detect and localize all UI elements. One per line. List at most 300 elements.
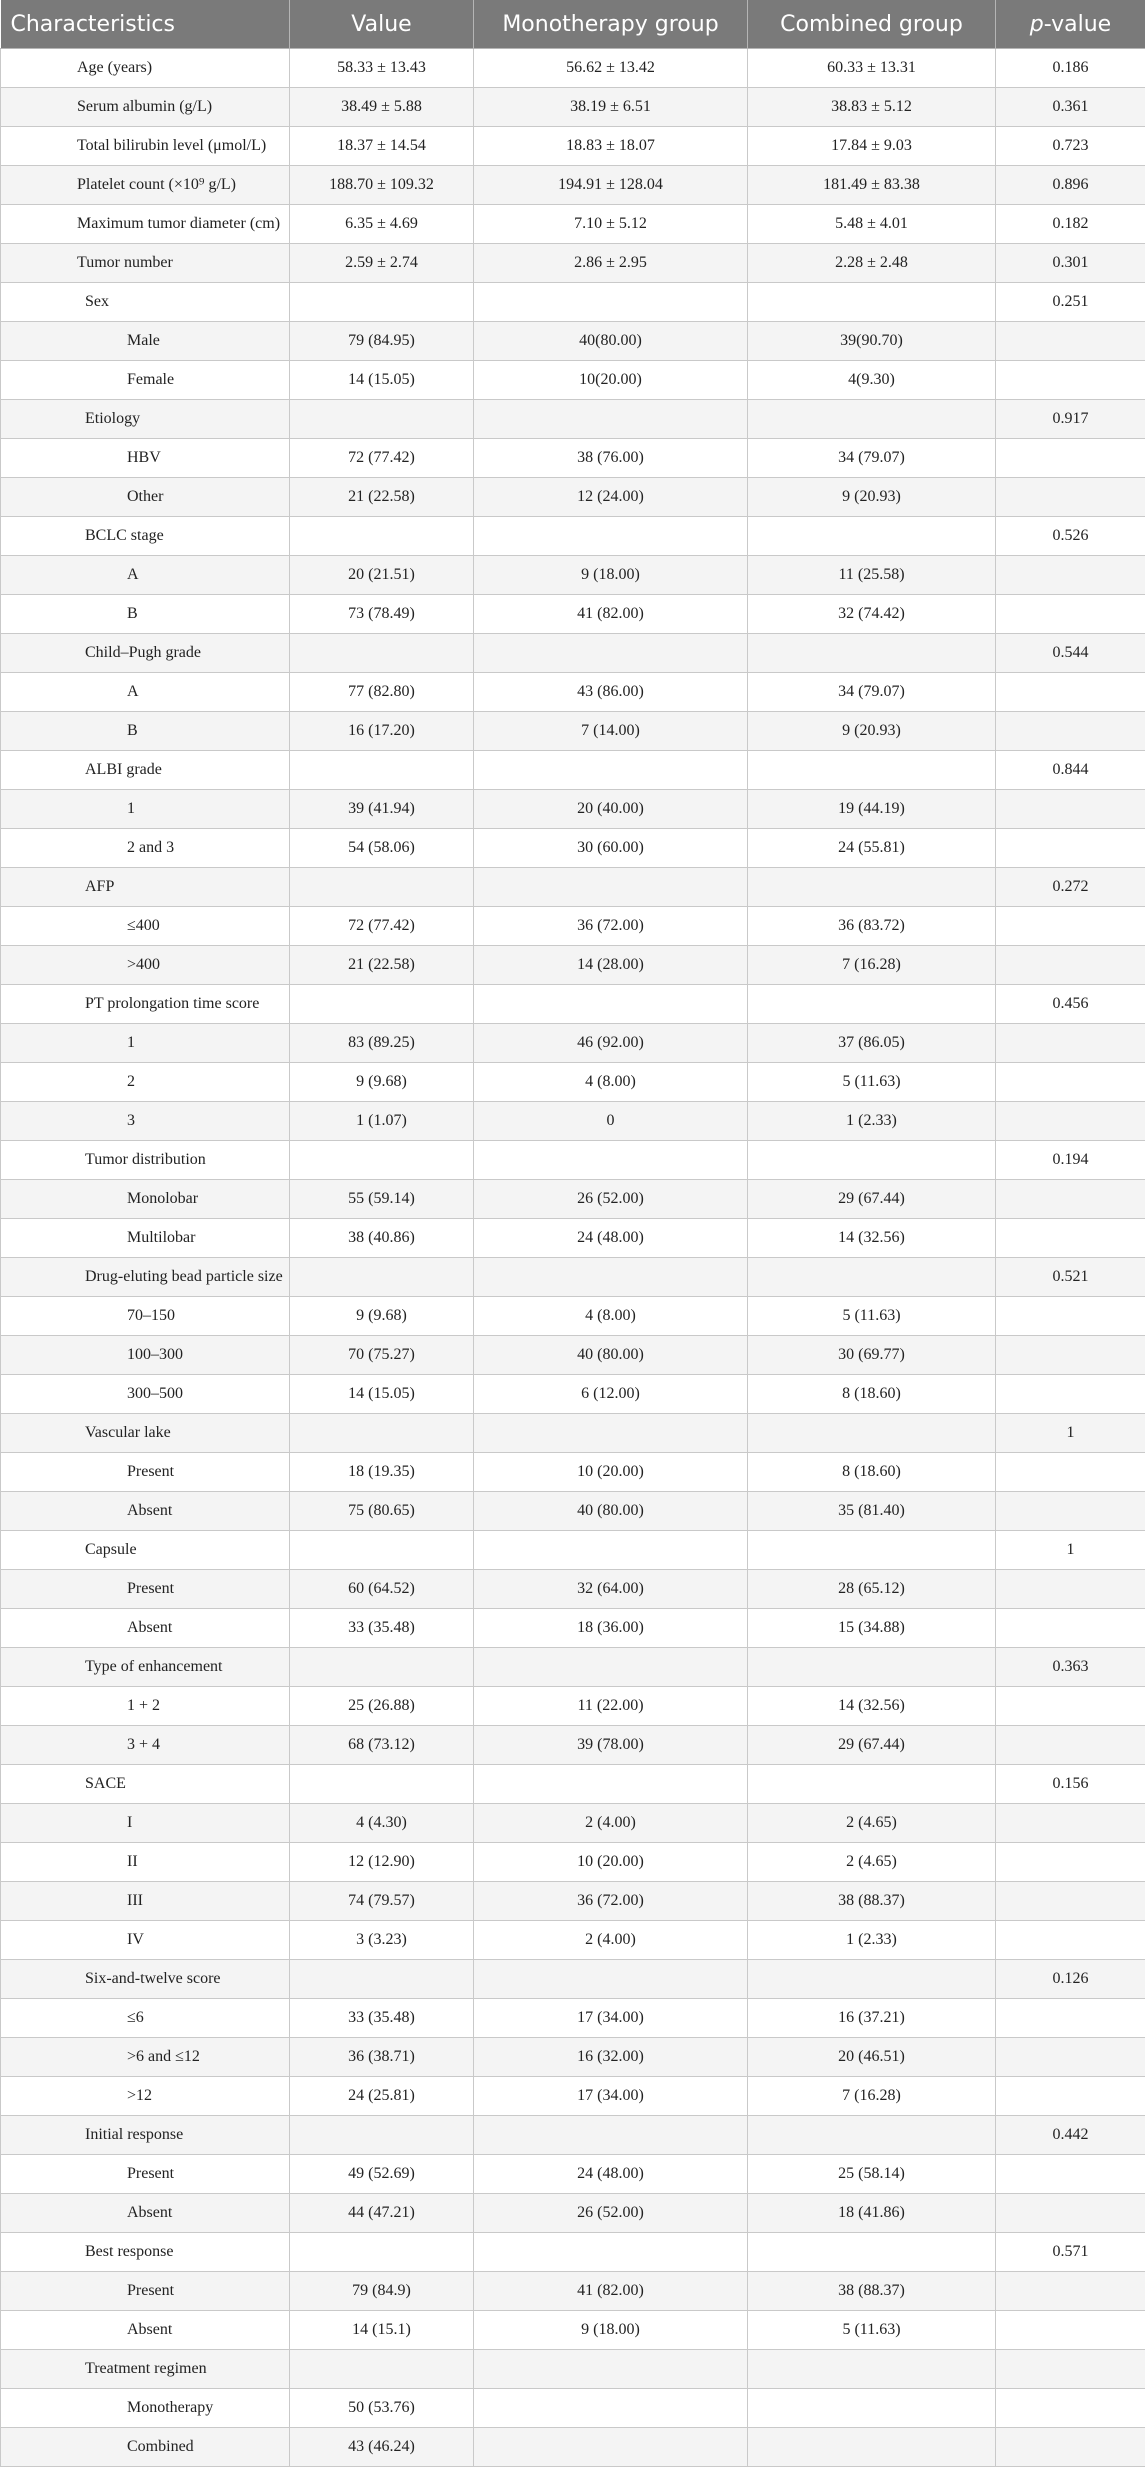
characteristic-cell: Multilobar [1, 1219, 290, 1258]
monotherapy-cell: 40 (80.00) [474, 1492, 748, 1531]
table-row [1, 2077, 1145, 2116]
p-value-cell [996, 2311, 1145, 2350]
monotherapy-cell: 10(20.00) [474, 361, 748, 400]
monotherapy-cell [474, 868, 748, 907]
p-value-cell [996, 556, 1145, 595]
combined-cell: 1 (2.33) [748, 1921, 996, 1960]
monotherapy-cell: 24 (48.00) [474, 1219, 748, 1258]
monotherapy-cell [474, 2233, 748, 2272]
p-value-cell [996, 790, 1145, 829]
table-row [1, 283, 1145, 322]
combined-cell: 7 (16.28) [748, 946, 996, 985]
p-value-cell [996, 1726, 1145, 1765]
table-row [1, 1648, 1145, 1687]
characteristic-cell: Absent [1, 1492, 290, 1531]
table-row [1, 829, 1145, 868]
combined-cell: 30 (69.77) [748, 1336, 996, 1375]
value-cell: 39 (41.94) [290, 790, 474, 829]
table-row [1, 2194, 1145, 2233]
monotherapy-cell: 6 (12.00) [474, 1375, 748, 1414]
value-cell: 70 (75.27) [290, 1336, 474, 1375]
characteristic-cell: Type of enhancement [1, 1648, 290, 1687]
characteristic-cell: Treatment regimen [1, 2350, 290, 2389]
monotherapy-cell: 17 (34.00) [474, 1999, 748, 2038]
monotherapy-cell: 30 (60.00) [474, 829, 748, 868]
table-row [1, 1219, 1145, 1258]
monotherapy-cell: 24 (48.00) [474, 2155, 748, 2194]
p-value-cell: 0.442 [996, 2116, 1145, 2155]
table-row [1, 2272, 1145, 2311]
combined-cell [748, 2233, 996, 2272]
characteristic-cell: Serum albumin (g/L) [1, 88, 290, 127]
combined-cell: 19 (44.19) [748, 790, 996, 829]
characteristic-cell: Other [1, 478, 290, 517]
monotherapy-cell: 9 (18.00) [474, 2311, 748, 2350]
value-cell: 79 (84.9) [290, 2272, 474, 2311]
combined-cell [748, 1960, 996, 1999]
characteristic-cell: B [1, 595, 290, 634]
p-value-cell: 0.156 [996, 1765, 1145, 1804]
table-row [1, 49, 1145, 88]
p-value-cell [996, 2038, 1145, 2077]
characteristic-cell: Best response [1, 2233, 290, 2272]
value-cell: 14 (15.05) [290, 1375, 474, 1414]
combined-cell: 20 (46.51) [748, 2038, 996, 2077]
characteristic-cell: Female [1, 361, 290, 400]
monotherapy-cell [474, 1648, 748, 1687]
p-value-cell: 0.917 [996, 400, 1145, 439]
value-cell: 60 (64.52) [290, 1570, 474, 1609]
table-row [1, 1414, 1145, 1453]
monotherapy-cell: 38.19 ± 6.51 [474, 88, 748, 127]
p-value-cell [996, 1180, 1145, 1219]
characteristic-cell: 3 + 4 [1, 1726, 290, 1765]
value-cell: 44 (47.21) [290, 2194, 474, 2233]
p-value-cell [996, 1063, 1145, 1102]
characteristic-cell: Total bilirubin level (μmol/L) [1, 127, 290, 166]
characteristic-cell: Present [1, 2272, 290, 2311]
p-value-cell [996, 1843, 1145, 1882]
p-value-cell [996, 2194, 1145, 2233]
characteristic-cell: Tumor number [1, 244, 290, 283]
characteristic-cell: >400 [1, 946, 290, 985]
monotherapy-cell: 26 (52.00) [474, 1180, 748, 1219]
p-value-cell: 0.272 [996, 868, 1145, 907]
table-row [1, 2038, 1145, 2077]
table-row [1, 1258, 1145, 1297]
p-value-cell: 0.521 [996, 1258, 1145, 1297]
value-cell: 18.37 ± 14.54 [290, 127, 474, 166]
monotherapy-cell: 41 (82.00) [474, 595, 748, 634]
value-cell: 38 (40.86) [290, 1219, 474, 1258]
table-row [1, 88, 1145, 127]
characteristic-cell: Present [1, 2155, 290, 2194]
value-cell [290, 751, 474, 790]
characteristic-cell: Six-and-twelve score [1, 1960, 290, 1999]
table-row [1, 127, 1145, 166]
table-row [1, 2389, 1145, 2428]
value-cell: 6.35 ± 4.69 [290, 205, 474, 244]
combined-cell [748, 1648, 996, 1687]
monotherapy-cell: 40 (80.00) [474, 1336, 748, 1375]
characteristic-cell: Absent [1, 2194, 290, 2233]
combined-cell [748, 1141, 996, 1180]
monotherapy-cell [474, 283, 748, 322]
p-value-cell [996, 2389, 1145, 2428]
table-row [1, 1882, 1145, 1921]
table-row [1, 556, 1145, 595]
p-value-cell [996, 2428, 1145, 2467]
monotherapy-cell [474, 2389, 748, 2428]
table-row [1, 2116, 1145, 2155]
characteristic-cell: A [1, 556, 290, 595]
combined-cell: 32 (74.42) [748, 595, 996, 634]
p-value-cell [996, 1687, 1145, 1726]
characteristic-cell: Present [1, 1570, 290, 1609]
p-value-cell [996, 1102, 1145, 1141]
combined-cell: 28 (65.12) [748, 1570, 996, 1609]
combined-cell [748, 634, 996, 673]
monotherapy-cell: 32 (64.00) [474, 1570, 748, 1609]
p-value-cell: 0.363 [996, 1648, 1145, 1687]
table-row [1, 751, 1145, 790]
monotherapy-cell: 18 (36.00) [474, 1609, 748, 1648]
table-row [1, 946, 1145, 985]
value-cell [290, 517, 474, 556]
p-value-cell [996, 2350, 1145, 2389]
monotherapy-cell: 11 (22.00) [474, 1687, 748, 1726]
combined-cell: 7 (16.28) [748, 2077, 996, 2116]
monotherapy-cell: 41 (82.00) [474, 2272, 748, 2311]
monotherapy-cell: 4 (8.00) [474, 1063, 748, 1102]
characteristic-cell: Absent [1, 1609, 290, 1648]
p-value-cell: 0.544 [996, 634, 1145, 673]
p-value-cell [996, 946, 1145, 985]
table-row [1, 1570, 1145, 1609]
value-cell: 21 (22.58) [290, 946, 474, 985]
p-value-cell: 0.526 [996, 517, 1145, 556]
value-cell [290, 868, 474, 907]
monotherapy-cell [474, 1765, 748, 1804]
characteristic-cell: II [1, 1843, 290, 1882]
value-cell: 73 (78.49) [290, 595, 474, 634]
p-value-cell [996, 1570, 1145, 1609]
table-row [1, 1609, 1145, 1648]
p-value-cell [996, 1882, 1145, 1921]
monotherapy-cell [474, 517, 748, 556]
table-row [1, 1999, 1145, 2038]
value-cell [290, 2233, 474, 2272]
combined-cell: 34 (79.07) [748, 673, 996, 712]
monotherapy-cell: 40(80.00) [474, 322, 748, 361]
value-cell: 9 (9.68) [290, 1297, 474, 1336]
table-row [1, 1336, 1145, 1375]
value-cell: 74 (79.57) [290, 1882, 474, 1921]
header-value: Value [290, 0, 474, 49]
monotherapy-cell: 4 (8.00) [474, 1297, 748, 1336]
combined-cell: 60.33 ± 13.31 [748, 49, 996, 88]
p-value-cell [996, 1492, 1145, 1531]
p-value-cell [996, 2272, 1145, 2311]
p-value-cell: 0.571 [996, 2233, 1145, 2272]
characteristic-cell: 1 [1, 790, 290, 829]
table-row [1, 517, 1145, 556]
value-cell: 1 (1.07) [290, 1102, 474, 1141]
monotherapy-cell [474, 1258, 748, 1297]
combined-cell: 38 (88.37) [748, 2272, 996, 2311]
monotherapy-cell: 36 (72.00) [474, 1882, 748, 1921]
combined-cell: 35 (81.40) [748, 1492, 996, 1531]
combined-cell: 36 (83.72) [748, 907, 996, 946]
value-cell: 12 (12.90) [290, 1843, 474, 1882]
value-cell [290, 400, 474, 439]
p-value-cell [996, 1921, 1145, 1960]
p-value-cell [996, 361, 1145, 400]
p-value-cell [996, 673, 1145, 712]
combined-cell: 4(9.30) [748, 361, 996, 400]
value-cell: 33 (35.48) [290, 1609, 474, 1648]
value-cell: 16 (17.20) [290, 712, 474, 751]
monotherapy-cell: 20 (40.00) [474, 790, 748, 829]
table-row [1, 361, 1145, 400]
table-row [1, 400, 1145, 439]
characteristic-cell: 2 [1, 1063, 290, 1102]
combined-cell [748, 868, 996, 907]
value-cell: 72 (77.42) [290, 439, 474, 478]
table-row [1, 1453, 1145, 1492]
monotherapy-cell: 7 (14.00) [474, 712, 748, 751]
table-row [1, 1531, 1145, 1570]
table-row [1, 2428, 1145, 2467]
p-value-cell: 1 [996, 1531, 1145, 1570]
value-cell: 43 (46.24) [290, 2428, 474, 2467]
value-cell: 3 (3.23) [290, 1921, 474, 1960]
combined-cell: 38 (88.37) [748, 1882, 996, 1921]
p-value-cell: 0.896 [996, 166, 1145, 205]
table-row [1, 1375, 1145, 1414]
monotherapy-cell: 26 (52.00) [474, 2194, 748, 2233]
monotherapy-cell: 36 (72.00) [474, 907, 748, 946]
p-value-cell: 0.251 [996, 283, 1145, 322]
characteristic-cell: Absent [1, 2311, 290, 2350]
combined-cell: 29 (67.44) [748, 1726, 996, 1765]
characteristic-cell: Monotherapy [1, 2389, 290, 2428]
value-cell [290, 634, 474, 673]
monotherapy-cell: 9 (18.00) [474, 556, 748, 595]
characteristic-cell: AFP [1, 868, 290, 907]
table-row [1, 1960, 1145, 1999]
table-row [1, 595, 1145, 634]
p-value-cell [996, 1453, 1145, 1492]
value-cell: 68 (73.12) [290, 1726, 474, 1765]
combined-cell [748, 517, 996, 556]
table-row [1, 868, 1145, 907]
value-cell: 50 (53.76) [290, 2389, 474, 2428]
value-cell: 188.70 ± 109.32 [290, 166, 474, 205]
p-value-cell: 0.844 [996, 751, 1145, 790]
value-cell: 58.33 ± 13.43 [290, 49, 474, 88]
value-cell: 75 (80.65) [290, 1492, 474, 1531]
p-value-cell [996, 1297, 1145, 1336]
combined-cell: 25 (58.14) [748, 2155, 996, 2194]
characteristic-cell: Child–Pugh grade [1, 634, 290, 673]
characteristic-cell: 300–500 [1, 1375, 290, 1414]
characteristic-cell: 2 and 3 [1, 829, 290, 868]
table-row [1, 712, 1145, 751]
value-cell: 14 (15.05) [290, 361, 474, 400]
table-row [1, 1726, 1145, 1765]
characteristic-cell: Combined [1, 2428, 290, 2467]
value-cell: 77 (82.80) [290, 673, 474, 712]
combined-cell: 9 (20.93) [748, 478, 996, 517]
value-cell: 2.59 ± 2.74 [290, 244, 474, 283]
p-value-cell [996, 1375, 1145, 1414]
value-cell [290, 2116, 474, 2155]
characteristic-cell: Maximum tumor diameter (cm) [1, 205, 290, 244]
value-cell: 55 (59.14) [290, 1180, 474, 1219]
p-value-cell [996, 2077, 1145, 2116]
combined-cell: 18 (41.86) [748, 2194, 996, 2233]
characteristic-cell: A [1, 673, 290, 712]
combined-cell: 37 (86.05) [748, 1024, 996, 1063]
combined-cell [748, 1258, 996, 1297]
combined-cell: 1 (2.33) [748, 1102, 996, 1141]
characteristic-cell: Etiology [1, 400, 290, 439]
p-value-cell [996, 1219, 1145, 1258]
monotherapy-cell: 2 (4.00) [474, 1804, 748, 1843]
value-cell: 25 (26.88) [290, 1687, 474, 1726]
p-value-cell: 0.361 [996, 88, 1145, 127]
table-row [1, 1180, 1145, 1219]
table-row [1, 439, 1145, 478]
combined-cell [748, 2389, 996, 2428]
monotherapy-cell: 194.91 ± 128.04 [474, 166, 748, 205]
p-value-cell: 0.194 [996, 1141, 1145, 1180]
table-row [1, 166, 1145, 205]
combined-cell: 14 (32.56) [748, 1687, 996, 1726]
p-value-cell: 1 [996, 1414, 1145, 1453]
header-p-value [996, 0, 1145, 49]
characteristic-cell: 1 [1, 1024, 290, 1063]
p-value-cell [996, 1609, 1145, 1648]
p-value-cell: 0.126 [996, 1960, 1145, 1999]
characteristic-cell: ≤400 [1, 907, 290, 946]
monotherapy-cell: 43 (86.00) [474, 673, 748, 712]
combined-cell [748, 400, 996, 439]
characteristic-cell: >6 and ≤12 [1, 2038, 290, 2077]
value-cell [290, 1960, 474, 1999]
characteristic-cell: HBV [1, 439, 290, 478]
characteristic-cell: Male [1, 322, 290, 361]
header-p-rest: -value [1044, 12, 1111, 37]
value-cell: 9 (9.68) [290, 1063, 474, 1102]
combined-cell [748, 2350, 996, 2389]
combined-cell: 11 (25.58) [748, 556, 996, 595]
value-cell [290, 1414, 474, 1453]
table-header-row [1, 0, 1145, 49]
monotherapy-cell: 18.83 ± 18.07 [474, 127, 748, 166]
characteristic-cell: IV [1, 1921, 290, 1960]
characteristic-cell: I [1, 1804, 290, 1843]
characteristic-cell: BCLC stage [1, 517, 290, 556]
characteristic-cell: Sex [1, 283, 290, 322]
monotherapy-cell: 0 [474, 1102, 748, 1141]
characteristic-cell: PT prolongation time score [1, 985, 290, 1024]
monotherapy-cell: 10 (20.00) [474, 1453, 748, 1492]
combined-cell: 2.28 ± 2.48 [748, 244, 996, 283]
characteristic-cell: Monolobar [1, 1180, 290, 1219]
table-row [1, 1765, 1145, 1804]
table-row [1, 907, 1145, 946]
value-cell [290, 1531, 474, 1570]
p-value-cell: 0.182 [996, 205, 1145, 244]
monotherapy-cell [474, 1141, 748, 1180]
monotherapy-cell: 2.86 ± 2.95 [474, 244, 748, 283]
combined-cell: 5.48 ± 4.01 [748, 205, 996, 244]
table-row [1, 1921, 1145, 1960]
header-combined-group: Combined group [748, 0, 996, 49]
monotherapy-cell: 39 (78.00) [474, 1726, 748, 1765]
table-row [1, 244, 1145, 283]
characteristic-cell: Vascular lake [1, 1414, 290, 1453]
characteristic-cell: Platelet count (×10⁹ g/L) [1, 166, 290, 205]
table-row [1, 1492, 1145, 1531]
p-value-cell: 0.723 [996, 127, 1145, 166]
monotherapy-cell: 17 (34.00) [474, 2077, 748, 2116]
monotherapy-cell [474, 1414, 748, 1453]
table-row [1, 1024, 1145, 1063]
value-cell: 24 (25.81) [290, 2077, 474, 2116]
value-cell: 33 (35.48) [290, 1999, 474, 2038]
value-cell: 14 (15.1) [290, 2311, 474, 2350]
characteristic-cell: III [1, 1882, 290, 1921]
table-row [1, 790, 1145, 829]
characteristic-cell: 1 + 2 [1, 1687, 290, 1726]
combined-cell: 5 (11.63) [748, 1063, 996, 1102]
table-row [1, 2350, 1145, 2389]
monotherapy-cell [474, 2116, 748, 2155]
table-row [1, 2233, 1145, 2272]
combined-cell [748, 2428, 996, 2467]
characteristic-cell: Tumor distribution [1, 1141, 290, 1180]
value-cell [290, 283, 474, 322]
table-row [1, 205, 1145, 244]
value-cell [290, 2350, 474, 2389]
characteristic-cell: SACE [1, 1765, 290, 1804]
value-cell: 54 (58.06) [290, 829, 474, 868]
combined-cell [748, 1765, 996, 1804]
value-cell [290, 1765, 474, 1804]
value-cell [290, 1648, 474, 1687]
combined-cell: 34 (79.07) [748, 439, 996, 478]
monotherapy-cell [474, 1531, 748, 1570]
monotherapy-cell [474, 400, 748, 439]
monotherapy-cell [474, 634, 748, 673]
combined-cell: 29 (67.44) [748, 1180, 996, 1219]
p-value-cell [996, 1999, 1145, 2038]
monotherapy-cell: 16 (32.00) [474, 2038, 748, 2077]
p-value-cell [996, 595, 1145, 634]
value-cell: 38.49 ± 5.88 [290, 88, 474, 127]
p-value-cell [996, 712, 1145, 751]
table-row [1, 2155, 1145, 2194]
p-value-cell [996, 907, 1145, 946]
value-cell: 83 (89.25) [290, 1024, 474, 1063]
p-value-cell [996, 829, 1145, 868]
combined-cell: 8 (18.60) [748, 1453, 996, 1492]
combined-cell: 39(90.70) [748, 322, 996, 361]
table-row [1, 1297, 1145, 1336]
